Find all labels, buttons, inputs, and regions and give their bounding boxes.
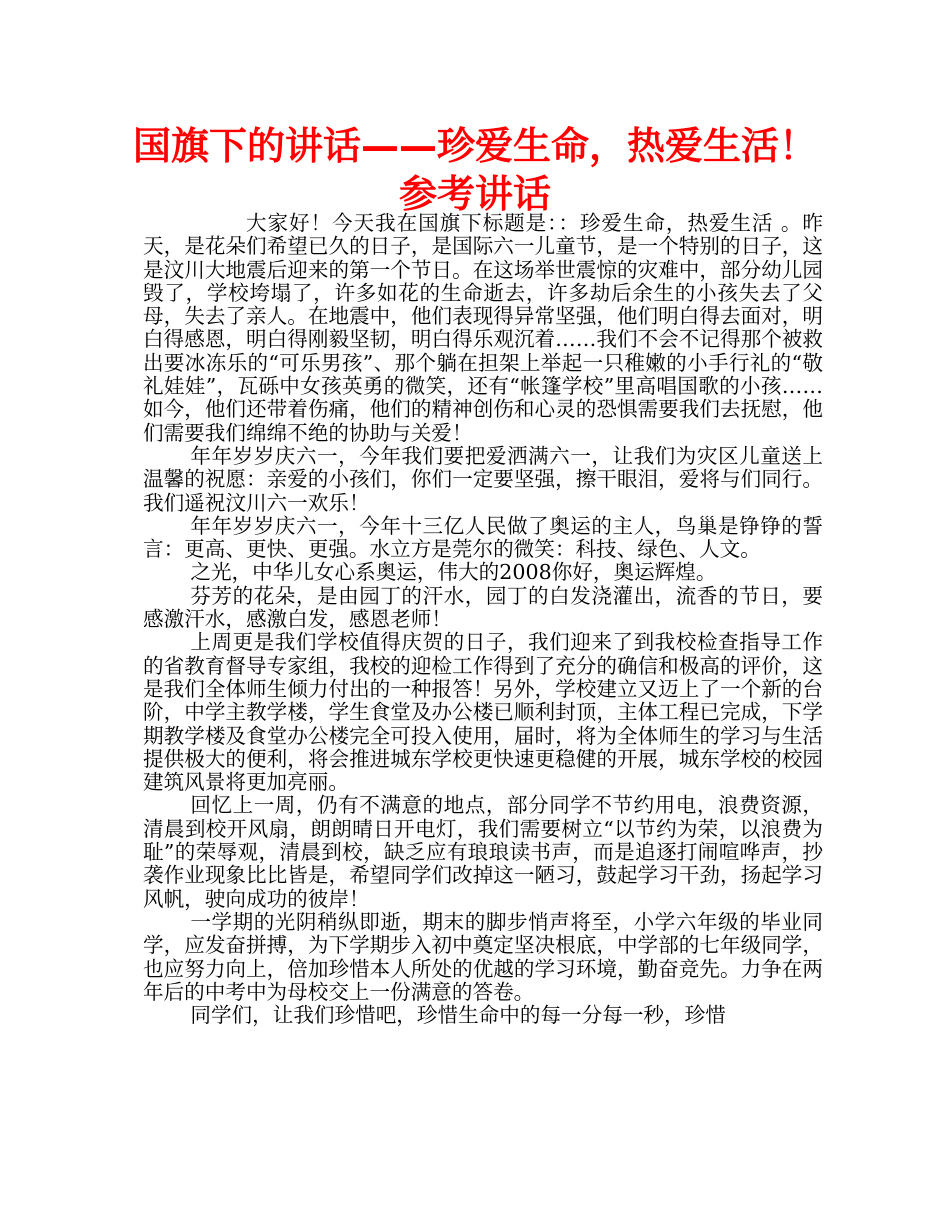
paragraph-olympic-light: 之光，中华儿女心系奥运，伟大的2008你好，奥运辉煌。 bbox=[190, 560, 717, 585]
paragraph-childrens-day: 年年岁岁庆六一，今年我们要把爱洒满六一，让我们为灾区儿童送上温馨的祝愿：亲爱的小孩们，你们一定要坚强，擦干眼泪，爱将与们同行。我们遥祝汶川六一欢乐！ bbox=[143, 443, 823, 515]
speech-body bbox=[143, 212, 823, 1027]
paragraph-greeting: 大家好！今天我在国旗下标题是：：珍爱生命，热爱生活 。昨天，是花朵们希望已久的日子，是国际六一儿童节，是一个特别的日子，这是汶川大地震后迎来的第一个节日。在这场举世震惊的灾难中，部分幼儿园毁了，学校垮塌了，许多如花的生命逝去，许多劫后余生的小孩失去了父母，失去了亲人。在地震中，他们表现得异常坚强，他们明白得去面对，明白得感恩，明白得刚毅坚韧，明白得乐观沉着……我们不会不记得那个被救出要冰冻乐的“可乐男孩”、那个躺在担架上举起一只稚嫩的小手行礼的“敬礼娃娃”，瓦砾中女孩英勇的微笑，还有“帐篷学校”里高唱国歌的小孩……如今，他们还带着伤痛，他们的精神创伤和心灵的恐惧需要我们去抚慰，他们需要我们绵绵不绝的协助与关爱！ bbox=[143, 211, 823, 445]
paragraph-review: 回忆上一周，仍有不满意的地点，部分同学不节约用电，浪费资源，清晨到校开风扇，朗朗晴日开电灯，我们需要树立“以节约为荣，以浪费为耻”的荣辱观，清晨到校，缺乏应有琅琅读书声，而是追逐打闹喧哗声，抄袭作业现象比比皆是，希望同学们改掉这一陋习，鼓起学习干劲，扬起学习风帆，驶向成功的彼岸！ bbox=[143, 793, 823, 911]
paragraph-semester: 一学期的光阴稍纵即逝，期末的脚步悄声将至，小学六年级的毕业同学，应发奋拼搏，为下学期步入初中奠定坚决根底，中学部的七年级同学，也应努力向上，倍加珍惜本人所处的优越的学习环境，勤奋竞先。力争在两年后的中考中为母校交上一份满意的答卷。 bbox=[143, 909, 823, 1004]
paragraph-closing: 同学们，让我们珍惜吧，珍惜生命中的每一分每一秒，珍惜 bbox=[190, 1003, 726, 1028]
document-title: 国旗下的讲话——珍爱生命，热爱生活！ bbox=[132, 124, 817, 168]
document-subtitle: 参考讲话 bbox=[398, 172, 551, 216]
paragraph-olympics: 年年岁岁庆六一，今年十三亿人民做了奥运的主人，鸟巢是铮铮的誓言：更高、更快、更强。水立方是莞尔的微笑：科技、绿色、人文。 bbox=[143, 513, 823, 562]
paragraph-inspection: 上周更是我们学校值得庆贺的日子，我们迎来了到我校检查指导工作的省教育督导专家组，我校的迎检工作得到了充分的确信和极高的评价，这是我们全体师生倾力付出的一种报答！另外，学校建立又迈上了一个新的台阶，中学主教学楼，学生食堂及办公楼已顺利封顶，主体工程已完成，下学期教学楼及食堂办公楼完全可投入使用，届时，将为全体师生的学习与生活提供极大的便利，将会推进城东学校更快速更稳健的开展，城东学校的校园建筑风景将更加亮丽。 bbox=[143, 630, 823, 795]
paragraph-teachers: 芬芳的花朵，是由园丁的汗水，园丁的白发浇灌出，流香的节日，要感激汗水，感激白发，感恩老师！ bbox=[143, 583, 823, 632]
